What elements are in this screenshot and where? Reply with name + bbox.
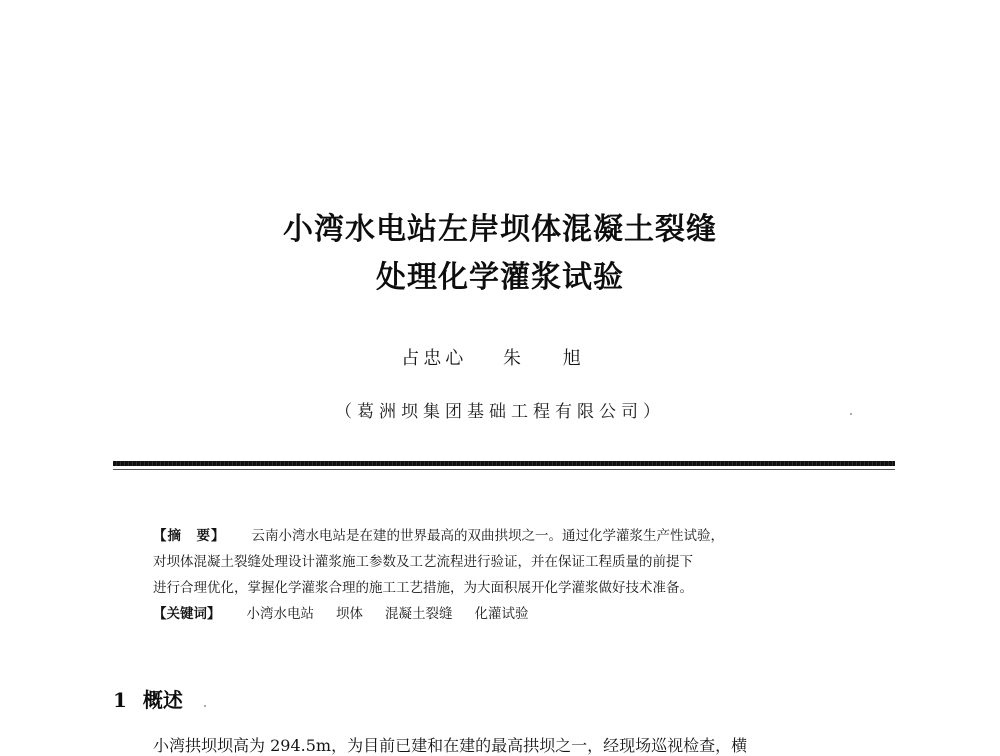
author-list (0, 344, 1000, 370)
keywords-line (153, 601, 873, 627)
abstract-line (153, 575, 873, 601)
abstract-line (153, 523, 873, 549)
paper-title-line1: 小湾水电站左岸坝体混凝土裂缝 (283, 212, 717, 247)
abstract-text: 对坝体混凝土裂缝处理设计灌浆施工参数及工艺流程进行验证，并在保证工程质量的前提下 (153, 554, 693, 570)
paper-title-line2: 处理化学灌浆试验 (376, 260, 624, 295)
header-divider-thick (113, 461, 895, 466)
author-affiliation: （葛洲坝集团基础工程有限公司） (335, 402, 665, 422)
keyword: 混凝土裂缝 (385, 606, 453, 622)
abstract-line (153, 549, 873, 575)
keyword: 坝体 (336, 606, 363, 622)
scan-speck (204, 705, 206, 707)
author-name: 朱 旭 (503, 348, 599, 369)
keywords-label: 【关键词】 (153, 606, 221, 622)
section-title: 概述 (142, 688, 183, 712)
abstract-text: 云南小湾水电站是在建的世界最高的双曲拱坝之一。通过化学灌浆生产性试验， (251, 528, 724, 544)
abstract-block (153, 523, 873, 627)
body-paragraph-partial: 小湾拱坝坝高为 294.5m，为目前已建和在建的最高拱坝之一，经现场巡视检查，横 (153, 736, 748, 755)
section-heading (113, 684, 183, 713)
abstract-label: 【摘 要】 (153, 528, 226, 544)
header-divider-thin (113, 469, 895, 470)
abstract-text: 进行合理优化，掌握化学灌浆合理的施工工艺措施，为大面积展开化学灌浆做好技术准备。 (153, 580, 693, 596)
author-name: 占忠心 (401, 348, 468, 369)
keyword: 小湾水电站 (246, 606, 314, 622)
section-number: 1 (113, 688, 127, 712)
keyword: 化灌试验 (474, 606, 529, 622)
scan-speck (850, 413, 852, 415)
